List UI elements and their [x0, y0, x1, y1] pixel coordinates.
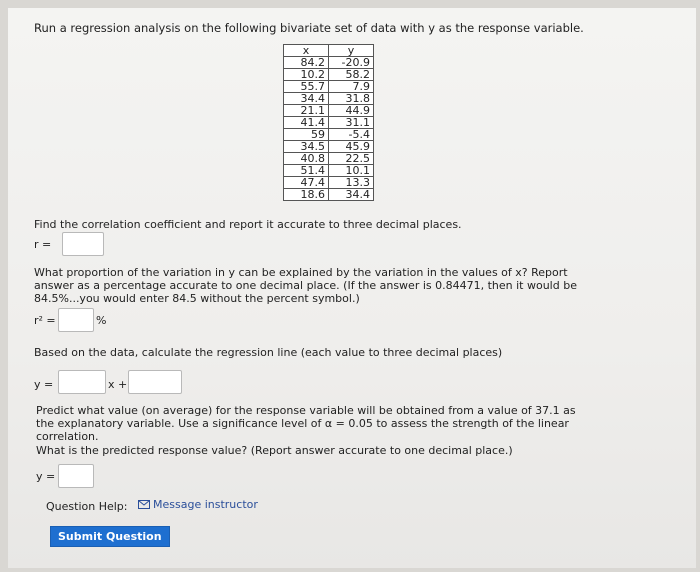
cell-x: 18.6 [284, 189, 329, 201]
cell-x: 10.2 [284, 69, 329, 81]
message-instructor-label: Message instructor [153, 498, 258, 511]
r-squared-input[interactable] [58, 308, 94, 332]
table-row [284, 165, 374, 177]
cell-y: 34.4 [329, 189, 374, 201]
question-intro: Run a regression analysis on the following bivariate set of data with y as the response variable. [34, 21, 584, 35]
cell-x: 59 [284, 129, 329, 141]
table-row [284, 69, 374, 81]
header-x: x [284, 45, 329, 57]
envelope-icon [138, 500, 150, 509]
cell-y: 22.5 [329, 153, 374, 165]
cell-y: 44.9 [329, 105, 374, 117]
x-plus-label: x + [108, 378, 128, 391]
submit-question-button[interactable]: Submit Question [50, 526, 170, 547]
cell-y: 7.9 [329, 81, 374, 93]
table-row [284, 129, 374, 141]
cell-y: 31.8 [329, 93, 374, 105]
cell-x: 34.5 [284, 141, 329, 153]
cell-x: 40.8 [284, 153, 329, 165]
r-label: r = [34, 238, 52, 251]
y-predicted-label: y = [36, 470, 56, 483]
cell-x: 41.4 [284, 117, 329, 129]
predicted-value-question: What is the predicted response value? (Report answer accurate to one decimal place.) [36, 444, 513, 457]
cell-x: 21.1 [284, 105, 329, 117]
cell-y: 31.1 [329, 117, 374, 129]
question-page [8, 8, 696, 568]
table-header-row [284, 45, 374, 57]
y-equals-label: y = [34, 378, 54, 391]
intercept-input[interactable] [128, 370, 182, 394]
table-row [284, 117, 374, 129]
cell-y: 13.3 [329, 177, 374, 189]
cell-y: -5.4 [329, 129, 374, 141]
slope-input[interactable] [58, 370, 106, 394]
data-table [283, 44, 374, 201]
correlation-question: Find the correlation coefficient and report it accurate to three decimal places. [34, 218, 462, 231]
cell-x: 47.4 [284, 177, 329, 189]
percent-label: % [96, 314, 107, 327]
predicted-y-input[interactable] [58, 464, 94, 488]
table-row [284, 105, 374, 117]
table-row [284, 57, 374, 69]
message-instructor-link[interactable] [138, 498, 258, 511]
r-input[interactable] [62, 232, 104, 256]
cell-y: 45.9 [329, 141, 374, 153]
cell-x: 34.4 [284, 93, 329, 105]
table-row [284, 177, 374, 189]
table-row [284, 93, 374, 105]
cell-x: 84.2 [284, 57, 329, 69]
regression-question: Based on the data, calculate the regression line (each value to three decimal places) [34, 346, 503, 359]
table-row [284, 141, 374, 153]
header-y: y [329, 45, 374, 57]
cell-x: 55.7 [284, 81, 329, 93]
question-help-label: Question Help: [46, 500, 128, 513]
table-row [284, 189, 374, 201]
proportion-question: What proportion of the variation in y can be explained by the variation in the values of x? Report answer as a percentage accurate to one decimal place. (If the answer is 0.84471, then it would be 84.5%...you would enter 84.5 without the percent symbol.) [34, 266, 577, 305]
table-row [284, 81, 374, 93]
cell-y: 58.2 [329, 69, 374, 81]
r-squared-label: r² = [34, 314, 56, 327]
cell-y: -20.9 [329, 57, 374, 69]
predict-question: Predict what value (on average) for the response variable will be obtained from a value of 37.1 as the explanatory variable. Use a significance level of α = 0.05 to assess the strength of the linear correlation. [36, 404, 576, 443]
table-row [284, 153, 374, 165]
cell-y: 10.1 [329, 165, 374, 177]
cell-x: 51.4 [284, 165, 329, 177]
